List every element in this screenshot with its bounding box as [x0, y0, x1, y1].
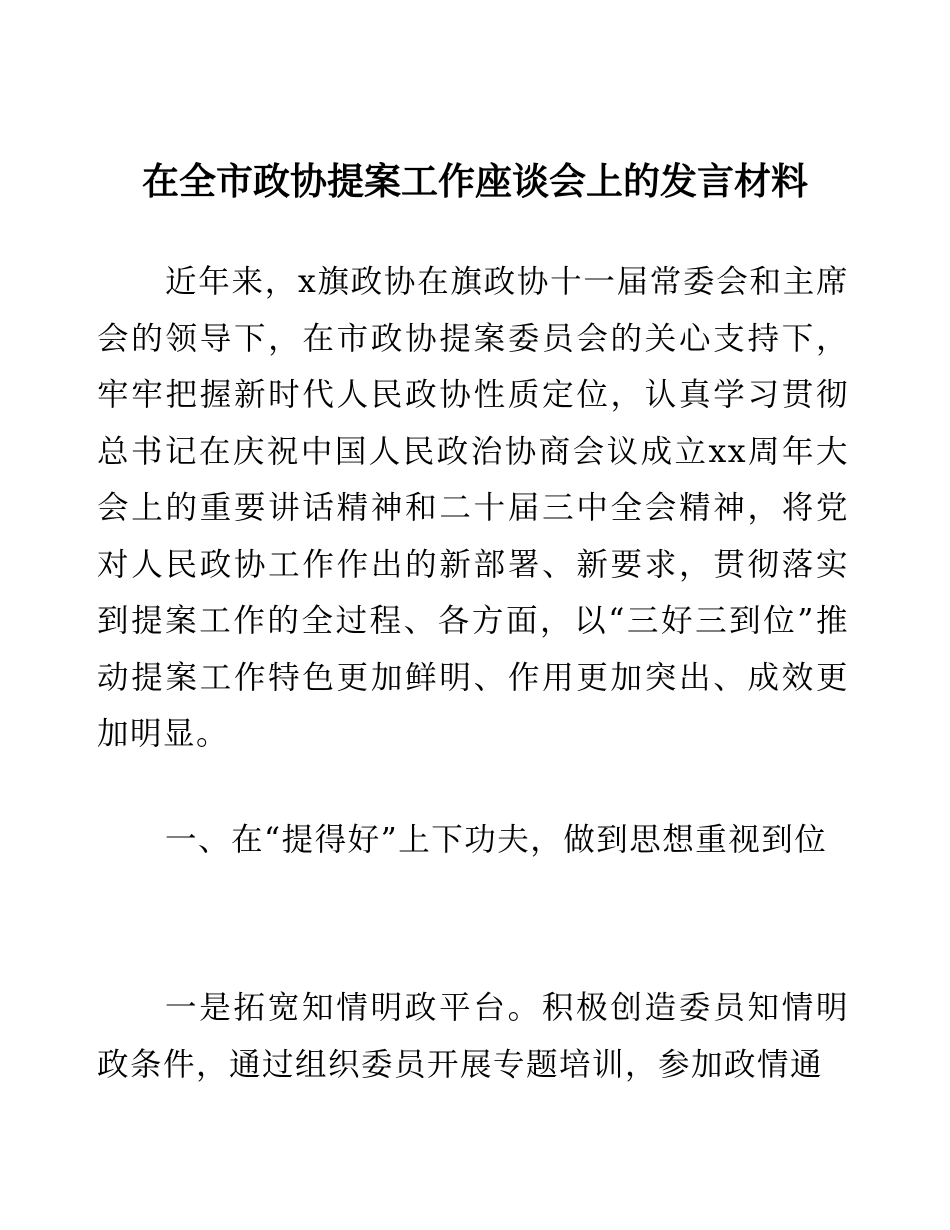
paragraph-point-1: 一是拓宽知情明政平台。积极创造委员知情明政条件，通过组织委员开展专题培训，参加政情通: [97, 990, 849, 1083]
section-heading-1: 一、在“提得好”上下功夫，做到思想重视到位: [165, 822, 828, 858]
paragraph-intro: 近年来，x旗政协在旗政协十一届常委会和主席会的领导下，在市政协提案委员会的关心支持下，牢牢把握新时代人民政协性质定位，认真学习贯彻总书记在庆祝中国人民政治协商会议成立xx周年大会上的重要讲话精神和二十届三中全会精神，将党对人民政协工作作出的新部署、新要求，贯彻落实到提案工作的全过程、各方面，以“三好三到位”推动提案工作特色更加鲜明、作用更加突出、成效更加明显。: [97, 264, 849, 752]
document-title: 在全市政协提案工作座谈会上的发言材料: [142, 160, 808, 203]
